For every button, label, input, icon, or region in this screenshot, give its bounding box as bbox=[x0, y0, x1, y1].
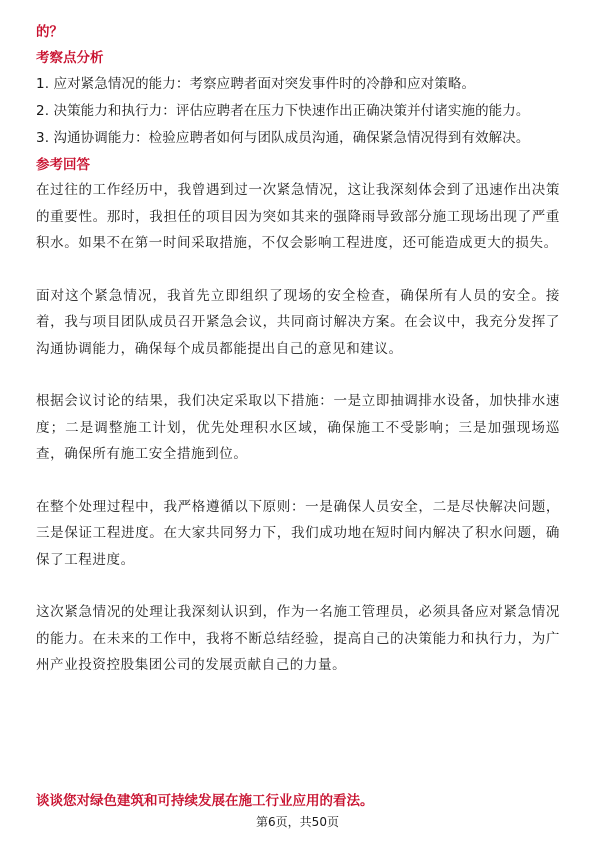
analysis-item-1: 1. 应对紧急情况的能力：考察应聘者面对突发事件时的冷静和应对策略。 bbox=[36, 76, 476, 92]
answer-paragraph-5: 这次紧急情况的处理让我深刻认识到，作为一名施工管理员，必须具备应对紧急情况的能力。在未来的工作中，我将不断总结经验，提高自己的决策能力和执行力，为广州产业投资控股集团公司的发展贡献自己的力量。 bbox=[36, 604, 560, 673]
next-question-heading: 谈谈您对绿色建筑和可持续发展在施工行业应用的看法。 bbox=[36, 793, 374, 809]
analysis-item-2: 2. 决策能力和执行力：评估应聘者在压力下快速作出正确决策并付诸实施的能力。 bbox=[36, 103, 530, 119]
document-page bbox=[36, 22, 560, 679]
answer-title: 参考回答 bbox=[36, 157, 90, 173]
analysis-title: 考察点分析 bbox=[36, 50, 104, 66]
answer-paragraph-2: 面对这个紧急情况，我首先立即组织了现场的安全检查，确保所有人员的安全。接着，我与项目团队成员召开紧急会议，共同商讨解决方案。在会议中，我充分发挥了沟通协调能力，确保每个成员都能提出自己的意见和建议。 bbox=[36, 287, 560, 357]
answer-paragraph-1: 在过往的工作经历中，我曾遇到过一次紧急情况，这让我深刻体会到了迅速作出决策的重要性。那时，我担任的项目因为突如其来的强降雨导致部分施工现场出现了严重积水。如果不在第一时间采取措施，不仅会影响工程进度，还可能造成更大的损失。 bbox=[36, 182, 560, 251]
answer-paragraph-3: 根据会议讨论的结果，我们决定采取以下措施：一是立即抽调排水设备，加快排水速度；二是调整施工计划，优先处理积水区域，确保施工不受影响；三是加强现场巡查，确保所有施工安全措施到位。 bbox=[36, 393, 560, 462]
page-footer: 第6页，共50页 bbox=[256, 815, 339, 829]
answer-body bbox=[36, 177, 560, 679]
question-tail: 的？ bbox=[36, 24, 63, 40]
answer-paragraph-4: 在整个处理过程中，我严格遵循以下原则：一是确保人员安全，二是尽快解决问题，三是保证工程进度。在大家共同努力下，我们成功地在短时间内解决了积水问题，确保了工程进度。 bbox=[36, 498, 560, 568]
analysis-item-3: 3. 沟通协调能力：检验应聘者如何与团队成员沟通，确保紧急情况得到有效解决。 bbox=[36, 130, 530, 146]
